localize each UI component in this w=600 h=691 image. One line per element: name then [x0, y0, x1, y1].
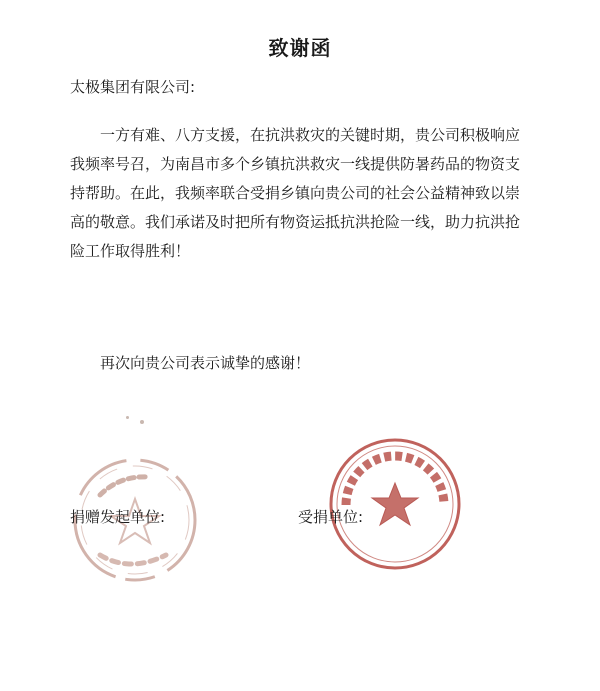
scan-speck [140, 420, 144, 424]
scan-speck [126, 416, 129, 419]
donor-label: 捐赠发起单位: [70, 508, 166, 526]
body-paragraph: 一方有难、八方支援，在抗洪救灾的关键时期，贵公司积极响应我频率号召，为南昌市多个乡镇抗洪救灾一线提供防暑药品的物资支持帮助。在此，我频率联合受捐乡镇向贵公司的社会公益精神致以崇高的敬意。我们承诺及时把所有物资运抵抗洪抢险一线，助力抗洪抢险工作取得胜利！ [70, 126, 521, 260]
recipient-seal [326, 435, 464, 573]
letter-body [70, 121, 530, 266]
letter-title: 致谢函 [268, 36, 332, 60]
closing-line: 再次向贵公司表示诚挚的感谢！ [100, 354, 311, 372]
recipient-label: 受捐单位: [298, 508, 364, 526]
salutation: 太极集团有限公司: [70, 78, 196, 96]
